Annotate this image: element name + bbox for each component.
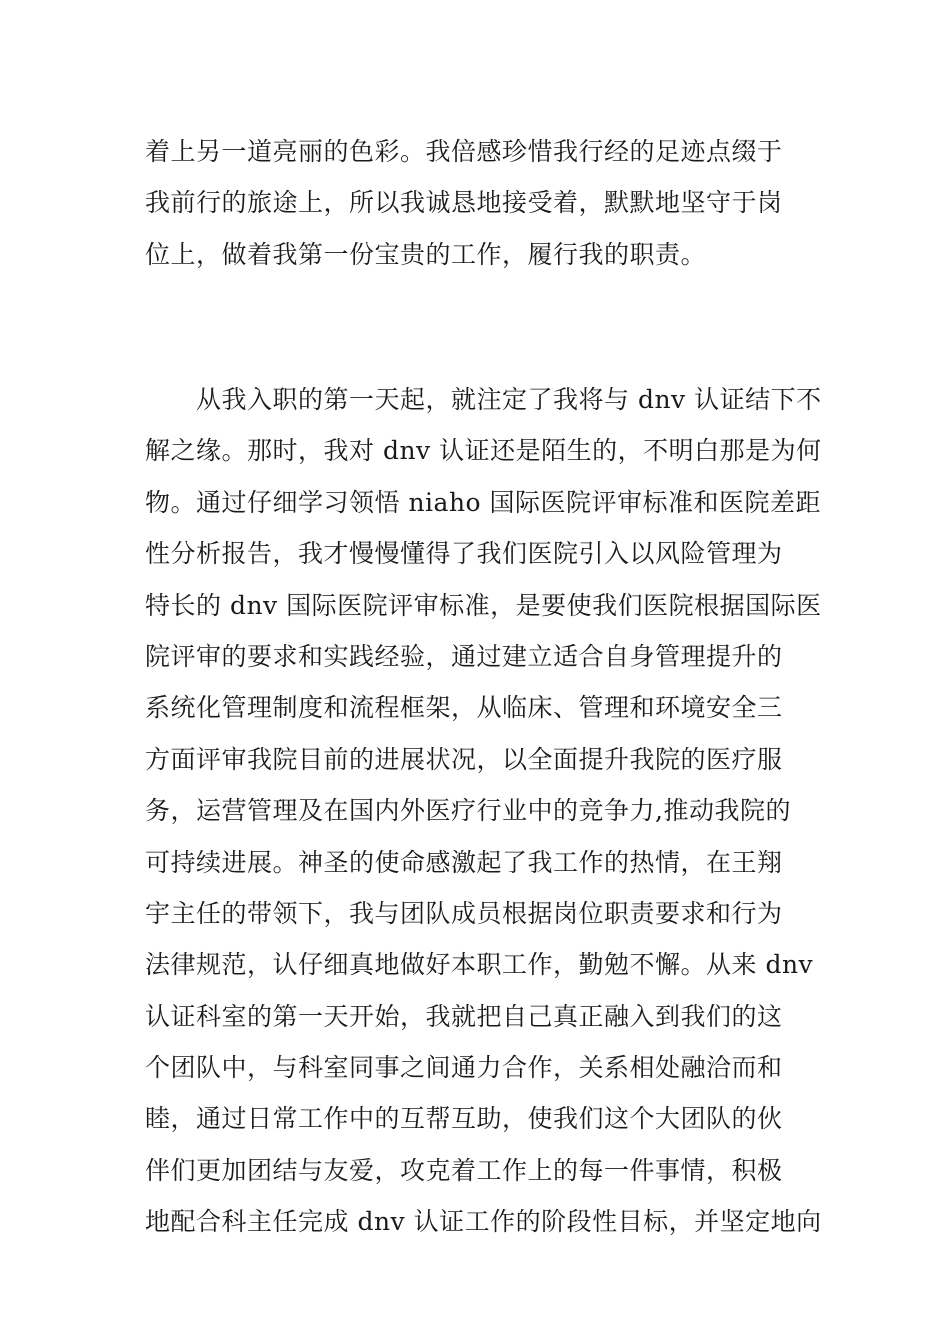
text-line: 方面评审我院目前的进展状况，以全面提升我院的医疗服: [145, 744, 783, 774]
text-line: 着上另一道亮丽的色彩。我倍感珍惜我行经的足迹点缀于: [145, 137, 783, 166]
paragraph-continued: [145, 126, 815, 280]
text-line: 特长的 dnv 国际医院评审标准，是要使我们医院根据国际医: [145, 590, 822, 620]
text-line: 务，运营管理及在国内外医疗行业中的竞争力,推动我院的: [145, 796, 791, 826]
paragraph-dnv-certification: [145, 374, 822, 1248]
text-line: 我前行的旅途上，所以我诚恳地接受着，默默地坚守于岗: [145, 188, 783, 218]
text-line: 从我入职的第一天起，就注定了我将与 dnv 认证结下不: [145, 385, 822, 414]
text-line: 院评审的要求和实践经验，通过建立适合自身管理提升的: [145, 641, 783, 671]
text-line: 认证科室的第一天开始，我就把自己真正融入到我们的这: [145, 1001, 783, 1031]
text-line: 系统化管理制度和流程框架，从临床、管理和环境安全三: [145, 693, 783, 723]
text-line: 解之缘。那时，我对 dnv 认证还是陌生的，不明白那是为何: [145, 436, 822, 466]
text-line: 伴们更加团结与友爱，攻克着工作上的每一件事情，积极: [145, 1155, 783, 1185]
text-line: 地配合科主任完成 dnv 认证工作的阶段性目标，并坚定地向: [145, 1207, 822, 1237]
text-line: 位上，做着我第一份宝贵的工作，履行我的职责。: [145, 239, 707, 269]
text-line: 法律规范，认仔细真地做好本职工作，勤勉不懈。从来 dnv: [145, 950, 814, 980]
text-line: 睦，通过日常工作中的互帮互助，使我们这个大团队的伙: [145, 1104, 783, 1134]
text-line: 性分析报告，我才慢慢懂得了我们医院引入以风险管理为: [145, 539, 783, 569]
text-line: 宇主任的带领下，我与团队成员根据岗位职责要求和行为: [145, 898, 783, 928]
text-line: 可持续进展。神圣的使命感激起了我工作的热情，在王翔: [145, 847, 783, 877]
text-line: 个团队中，与科室同事之间通力合作，关系相处融洽而和: [145, 1053, 783, 1083]
text-line: 物。通过仔细学习领悟 niaho 国际医院评审标准和医院差距: [145, 487, 822, 517]
